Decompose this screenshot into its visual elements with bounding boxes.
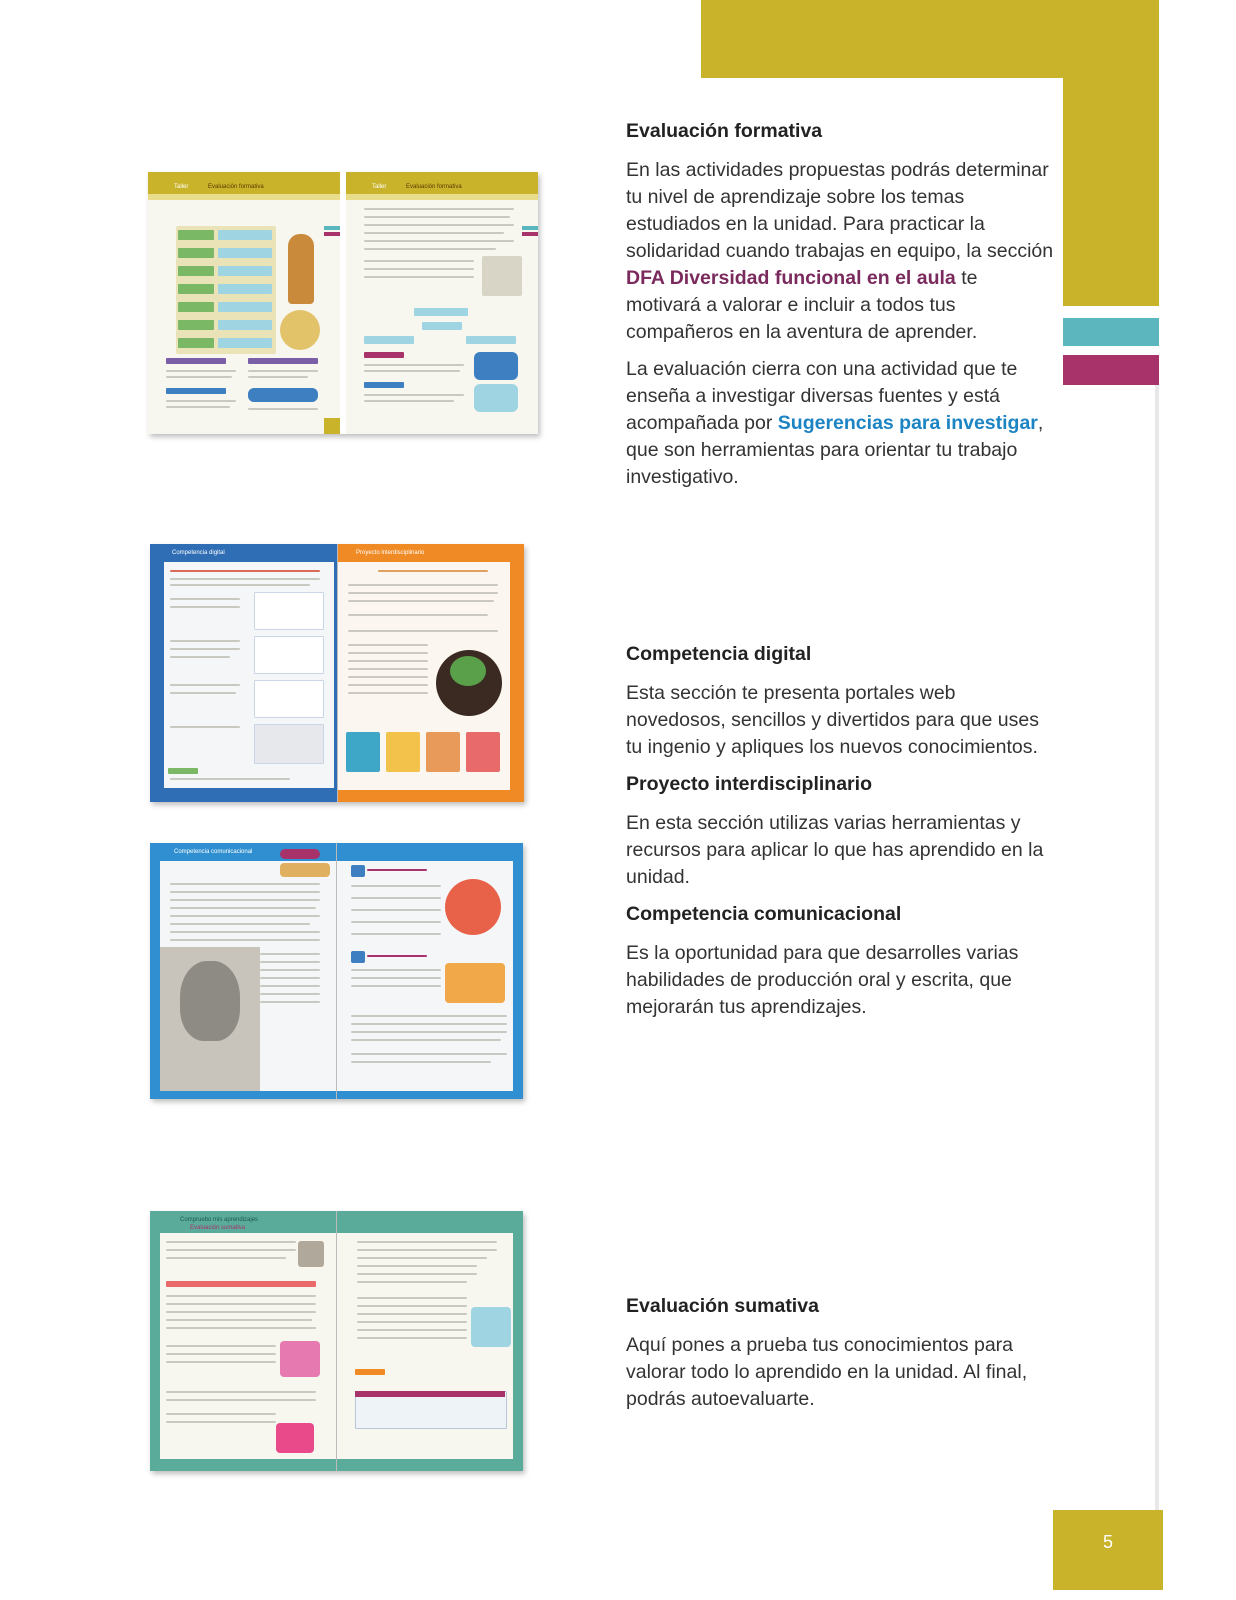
formativa-right-title: Evaluación formativa — [406, 184, 462, 190]
formativa-left-page — [148, 172, 340, 434]
page-number-text: 5 — [1102, 1532, 1113, 1552]
magenta-accent-bar — [1063, 355, 1159, 385]
sugerencias-highlight: Sugerencias para investigar — [777, 412, 1038, 434]
digital-page — [150, 544, 337, 802]
sumativa-title-2: Evaluación sumativa — [190, 1225, 246, 1231]
formativa-p2-text-a: La evaluación cierra con una actividad que te enseña a investigar diversas fuentes y está acompañada por — [626, 358, 1018, 434]
evaluacion-formativa-paragraph-1 — [626, 157, 1056, 346]
sumativa-title-1: Compruebo mis aprendizajes — [180, 1217, 259, 1223]
evaluacion-sumativa-text: Aquí pones a prueba tus conocimientos para valorar todo lo aprendido en la unidad. Al final, podrás autoevaluarte. — [626, 1334, 1028, 1410]
sumativa-left-page — [150, 1211, 336, 1471]
map-thumbnail — [254, 724, 324, 764]
competencia-digital-title: Competencia digital — [626, 643, 812, 665]
people-illustration — [445, 963, 505, 1003]
formativa-p2-text-b: , que son herramientas para orientar tu trabajo investigativo. — [626, 412, 1044, 488]
formativa-left-title: Evaluación formativa — [208, 184, 264, 190]
evaluacion-formativa-title: Evaluación formativa — [626, 120, 823, 142]
sumativa-right-page — [337, 1211, 523, 1471]
digital-tab: Competencia digital — [172, 550, 225, 556]
spread-digital-proyecto — [150, 544, 524, 802]
comunicacional-right-page — [337, 843, 523, 1099]
spread-evaluacion-formativa — [148, 172, 538, 434]
formativa-p1-text-a: En las actividades propuestas podrás determinar tu nivel de aprendizaje sobre los temas estudiados en la unidad. Para practicar la solidaridad cuando trabajas en equipo, la sección — [626, 159, 1054, 262]
competencia-comunicacional-title: Competencia comunicacional — [626, 903, 902, 925]
formativa-left-tab: Taller — [174, 184, 189, 190]
section-evaluacion-formativa — [626, 120, 1056, 501]
comunicacional-tab: Competencia comunicacional — [174, 849, 253, 855]
warrior-illustration — [288, 234, 314, 304]
evaluacion-sumativa-title: Evaluación sumativa — [626, 1295, 819, 1317]
proyecto-interdisciplinario-text: En esta sección utilizas varias herramientas y recursos para aplicar lo que has aprendido en la unidad. — [626, 812, 1044, 888]
screenshot-thumbnail-3 — [254, 680, 324, 718]
formativa-p1-text-b: te motivará a valorar e incluir a todos tus compañeros en la aventura de aprender. — [626, 267, 978, 343]
competencia-comunicacional-text: Es la oportunidad para que desarrolles varias habilidades de producción oral y escrita, que mejorarán tus aprendizajes. — [626, 942, 1019, 1018]
teal-accent-bar — [1063, 318, 1159, 346]
formativa-right-page — [346, 172, 538, 434]
formativa-right-tab: Taller — [372, 184, 387, 190]
spread-sumativa — [150, 1211, 523, 1471]
head-illustration — [445, 879, 501, 935]
section-proyecto-interdisciplinario — [626, 773, 1056, 901]
competencia-digital-text: Esta sección te presenta portales web novedosos, sencillos y divertidos para que uses tu ingenio y apliques los nuevos conocimientos. — [626, 682, 1039, 758]
section-competencia-digital — [626, 643, 1056, 771]
right-gold-band — [1063, 0, 1159, 306]
spread-comunicacional — [150, 843, 523, 1099]
proyecto-tab: Proyecto interdisciplinario — [356, 550, 425, 556]
proyecto-interdisciplinario-title: Proyecto interdisciplinario — [626, 773, 872, 795]
screenshot-thumbnail-2 — [254, 636, 324, 674]
screenshot-thumbnail-1 — [254, 592, 324, 630]
sketch-illustration — [482, 256, 522, 296]
comunicacional-left-page — [150, 843, 336, 1099]
proyecto-page — [338, 544, 524, 802]
page-edge-shadow — [1155, 385, 1159, 1585]
section-evaluacion-sumativa — [626, 1295, 1056, 1423]
colorful-blocks-illustration — [276, 1423, 314, 1453]
page-number — [1053, 1510, 1163, 1590]
hand-chart-illustration — [471, 1307, 511, 1347]
section-competencia-comunicacional — [626, 903, 1056, 1031]
evaluacion-formativa-paragraph-2 — [626, 356, 1056, 491]
dfa-highlight: DFA Diversidad funcional en el aula — [626, 267, 956, 289]
